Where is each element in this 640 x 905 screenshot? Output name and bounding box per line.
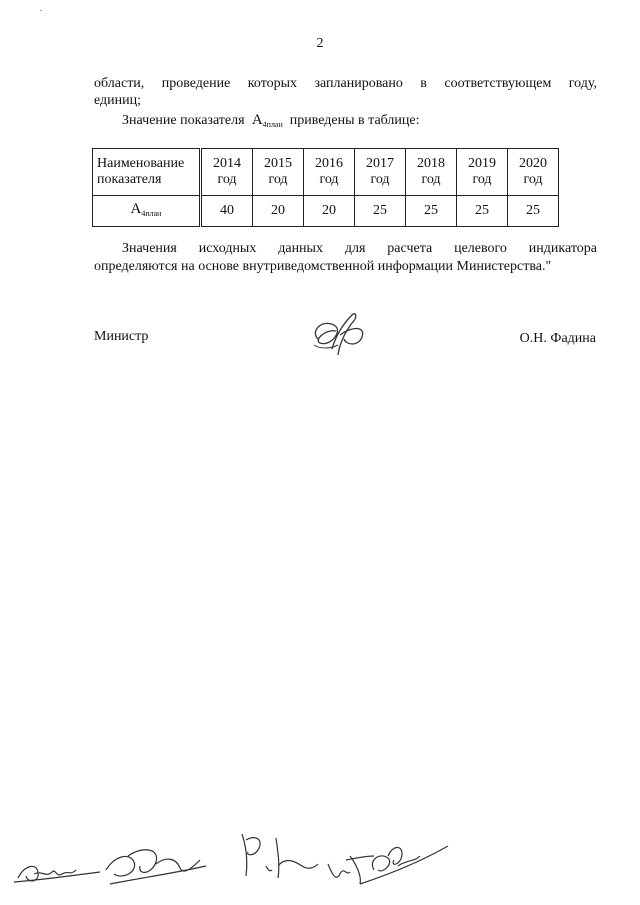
indicator-symbol bbox=[248, 112, 283, 128]
table-cell-value: 40 bbox=[201, 196, 253, 227]
year-label: 2014 bbox=[213, 156, 241, 171]
year-unit: год bbox=[370, 172, 390, 187]
table-cell-value: 25 bbox=[457, 196, 508, 227]
signature-image bbox=[300, 305, 380, 365]
paragraph-2 bbox=[122, 112, 420, 133]
paragraph-1-line-1: области, проведение которых запланировано в соответствующем году, bbox=[94, 76, 597, 91]
table-cell-value: 25 bbox=[355, 196, 406, 227]
table-cell-value: 25 bbox=[508, 196, 559, 227]
paragraph-3-line-2: определяются на основе внутриведомственной информации Министерства." bbox=[94, 259, 552, 274]
table-header-year bbox=[406, 149, 457, 196]
table-header-year bbox=[253, 149, 304, 196]
year-label: 2020 bbox=[519, 156, 547, 171]
page-number: 2 bbox=[316, 36, 324, 51]
year-label: 2016 bbox=[315, 156, 343, 171]
signatory-position: Министр bbox=[94, 329, 149, 344]
year-unit: год bbox=[268, 172, 288, 187]
year-label: 2017 bbox=[366, 156, 394, 171]
table-header-row bbox=[93, 149, 559, 196]
table-header-year bbox=[508, 149, 559, 196]
paragraph-3-line-1: Значения исходных данных для расчета целевого индикатора bbox=[122, 241, 597, 256]
header-name-line-2: показателя bbox=[97, 172, 162, 187]
table-header-year bbox=[457, 149, 508, 196]
signatory-name: О.Н. Фадина bbox=[519, 331, 596, 346]
year-unit: год bbox=[319, 172, 339, 187]
scan-mark bbox=[40, 10, 42, 11]
year-unit: год bbox=[217, 172, 237, 187]
table-cell-value: 25 bbox=[406, 196, 457, 227]
table-header-year bbox=[355, 149, 406, 196]
table-cell-value: 20 bbox=[304, 196, 355, 227]
indicator-subscript: 4план bbox=[141, 208, 162, 218]
table-row bbox=[93, 196, 559, 227]
indicator-subscript: 4план bbox=[262, 120, 283, 129]
header-name-line-1: Наименование bbox=[97, 156, 185, 171]
indicator-table bbox=[92, 148, 559, 227]
indicator-base: А bbox=[251, 112, 263, 128]
year-label: 2015 bbox=[264, 156, 292, 171]
table-header-year bbox=[304, 149, 355, 196]
approval-signatures-image bbox=[10, 826, 450, 896]
year-unit: год bbox=[421, 172, 441, 187]
year-unit: год bbox=[472, 172, 492, 187]
indicator-base: А bbox=[130, 200, 142, 217]
paragraph-1 bbox=[94, 75, 597, 109]
paragraph-2-suffix: приведены в таблице: bbox=[289, 113, 420, 128]
paragraph-2-prefix: Значение показателя bbox=[122, 113, 245, 128]
paragraph-3 bbox=[94, 240, 597, 276]
table-header-name bbox=[93, 149, 201, 196]
year-unit: год bbox=[523, 172, 543, 187]
table-header-year bbox=[201, 149, 253, 196]
year-label: 2018 bbox=[417, 156, 445, 171]
table-cell-value: 20 bbox=[253, 196, 304, 227]
year-label: 2019 bbox=[468, 156, 496, 171]
paragraph-1-line-2: единиц; bbox=[94, 93, 142, 108]
table-row-indicator bbox=[93, 196, 201, 227]
